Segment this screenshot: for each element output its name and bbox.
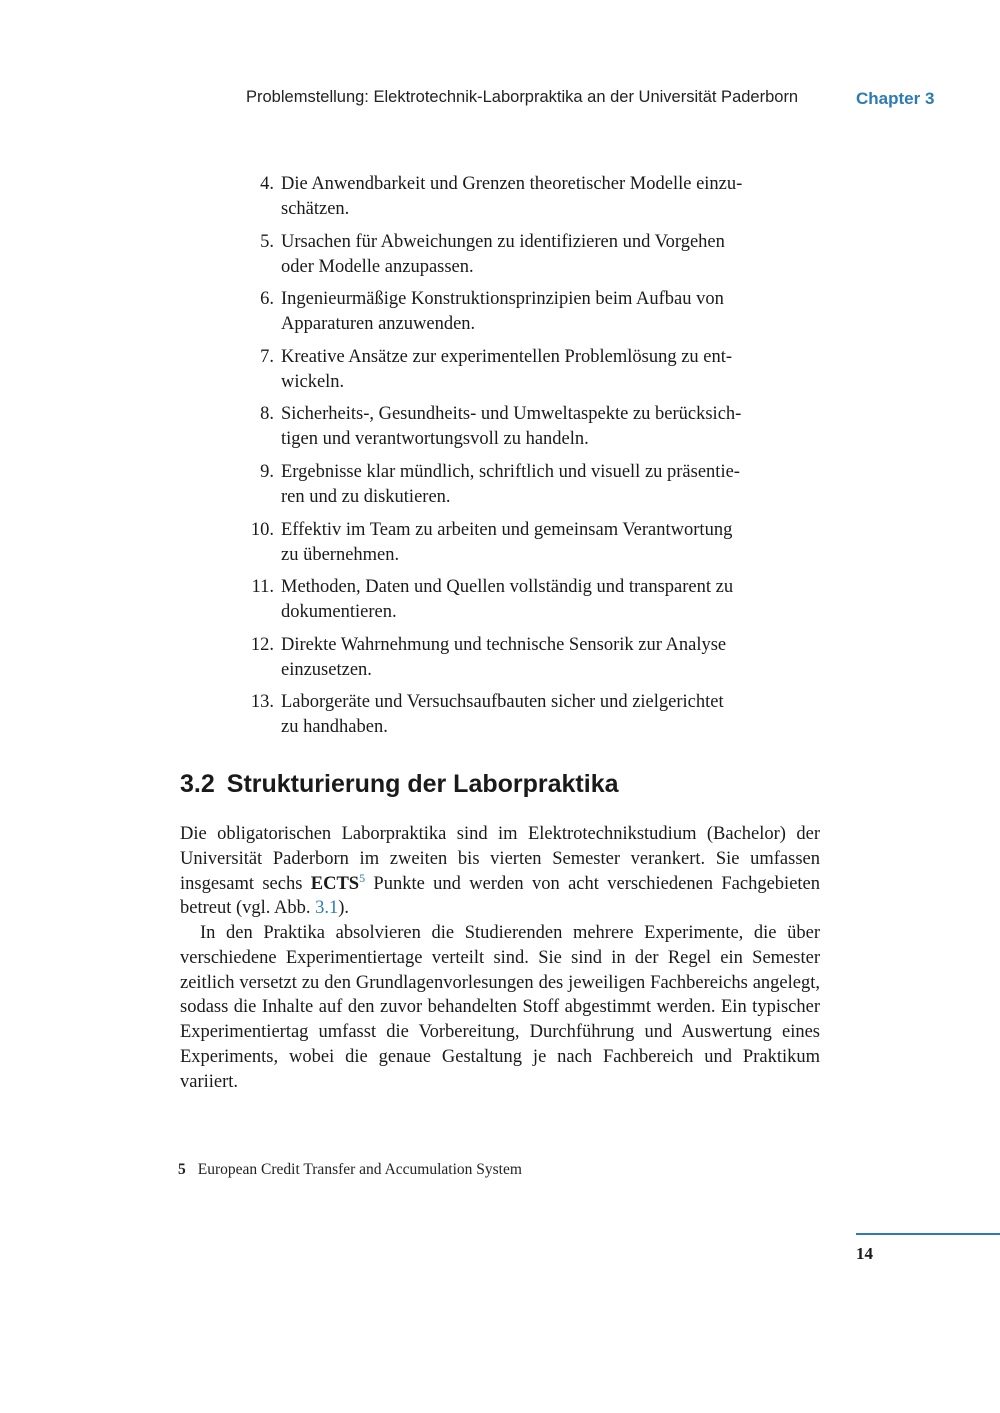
ects-term: ECTS (310, 873, 360, 894)
list-item-line: Ursachen für Abweichungen zu identifizieren und Vorgehen (281, 231, 725, 252)
list-item-line: Ergebnisse klar mündlich, schriftlich und visuell zu präsentie- (281, 461, 740, 482)
list-item-number: 4. (260, 174, 274, 194)
list-item-number: 5. (260, 231, 274, 252)
section-title: Strukturierung der Laborpraktika (226, 770, 619, 798)
list-item-line: tigen und verantwortungsvoll zu handeln. (281, 429, 589, 450)
list-item-text (274, 402, 741, 452)
list-item-number: 6. (260, 289, 274, 310)
list-item-line: Laborgeräte und Versuchsaufbauten sicher und zielgerichtet (281, 692, 724, 713)
section-number: 3.2 (180, 770, 215, 798)
list-item-line: wickeln. (281, 371, 345, 392)
list-item-number: 12. (250, 634, 274, 655)
list-item-line: Methoden, Daten und Quellen vollständig und transparent zu (281, 577, 734, 598)
list-item-text (274, 690, 724, 740)
footer-divider (856, 1233, 1000, 1235)
list-item-line: Direkte Wahrnehmung und technische Sensorik zur Analyse (281, 634, 727, 655)
list-item-line: Apparaturen anzuwenden. (281, 314, 476, 335)
list-item-number: 9. (260, 461, 274, 482)
list-item-number: 13. (250, 692, 274, 713)
list-item-line: Kreative Ansätze zur experimentellen Problemlösung zu ent- (281, 346, 733, 367)
list-item (238, 633, 778, 683)
list-item (238, 172, 778, 222)
learning-objectives-list (238, 172, 778, 748)
list-item (238, 287, 778, 337)
list-item-line: Die Anwendbarkeit und Grenzen theoretischer Modelle einzu- (281, 174, 743, 194)
list-item-line: ren und zu diskutieren. (281, 486, 451, 507)
body-paragraph: In den Praktika absolvieren die Studierenden mehrere Experimente, die über verschiedene Experimentiertage verteilt sind. Sie sind in der Regel ein Semester zeitlich versetzt zu den Grundlagenvorlesungen des jeweiligen Fachbereichs angelegt, sodass die Inhalte auf den zuvor behandelten Stoff abgestimmt werden. Ein typischer Experimentiertag umfasst die Vorbereitung, Durchführung und Auswertung eines Experiments, wobei die genaue Gestaltung je nach Fachbereich und Praktikum variiert. (180, 923, 820, 1092)
list-item (238, 575, 778, 625)
list-item-line: schätzen. (281, 199, 350, 219)
list-item (238, 345, 778, 395)
list-item-number: 8. (260, 404, 274, 425)
list-item (238, 518, 778, 568)
list-item-text (274, 518, 732, 568)
footnote (178, 1161, 522, 1179)
list-item-line: Effektiv im Team zu arbeiten und gemeinsam Verantwortung (281, 519, 733, 540)
running-head-title: Problemstellung: Elektrotechnik-Laborpraktika an der Universität Paderborn (246, 88, 799, 106)
list-item (238, 402, 778, 452)
list-item-number: 10. (250, 519, 274, 540)
chapter-label: Chapter 3 (856, 89, 935, 108)
list-item-number: 7. (260, 346, 274, 367)
list-item-line: oder Modelle anzupassen. (281, 256, 474, 277)
list-item-number: 11. (251, 577, 274, 598)
list-item-line: dokumentieren. (281, 602, 397, 623)
page-number: 14 (856, 1244, 873, 1263)
section-heading (180, 770, 619, 799)
list-item-text (274, 633, 726, 683)
paragraph-text: Punkte und werden von acht verschiedenen Fachgebieten betreut (vgl. Abb. (180, 873, 821, 919)
body-paragraph (180, 822, 820, 921)
list-item (238, 460, 778, 510)
list-item-text (274, 575, 733, 625)
list-item-line: zu übernehmen. (281, 544, 400, 565)
figure-reference-link[interactable]: 3.1 (315, 898, 339, 919)
list-item-text (274, 230, 725, 280)
footnote-text: European Credit Transfer and Accumulation System (197, 1161, 522, 1178)
list-item-line: Sicherheits-, Gesundheits- und Umweltaspekte zu berücksich- (281, 404, 742, 425)
footnote-mark-link[interactable]: 5 (359, 870, 366, 885)
list-item-text (274, 460, 740, 510)
list-item-line: einzusetzen. (281, 659, 372, 680)
paragraph-text: ). (338, 898, 350, 919)
list-item (238, 230, 778, 280)
list-item-text (274, 345, 732, 395)
list-item-line: zu handhaben. (281, 717, 388, 738)
list-item-line: Ingenieurmäßige Konstruktionsprinzipien beim Aufbau von (281, 289, 724, 310)
list-item (238, 690, 778, 740)
footnote-number: 5 (178, 1161, 186, 1178)
paragraph-text: Die obligatorischen Laborpraktika sind im Elektrotechnikstudium (Bachelor) der Universität Paderborn im zweiten bis vierten Semester verankert. Sie umfassen insgesamt sechs (180, 824, 820, 894)
list-item-text (274, 287, 724, 337)
list-item-text (274, 172, 742, 222)
